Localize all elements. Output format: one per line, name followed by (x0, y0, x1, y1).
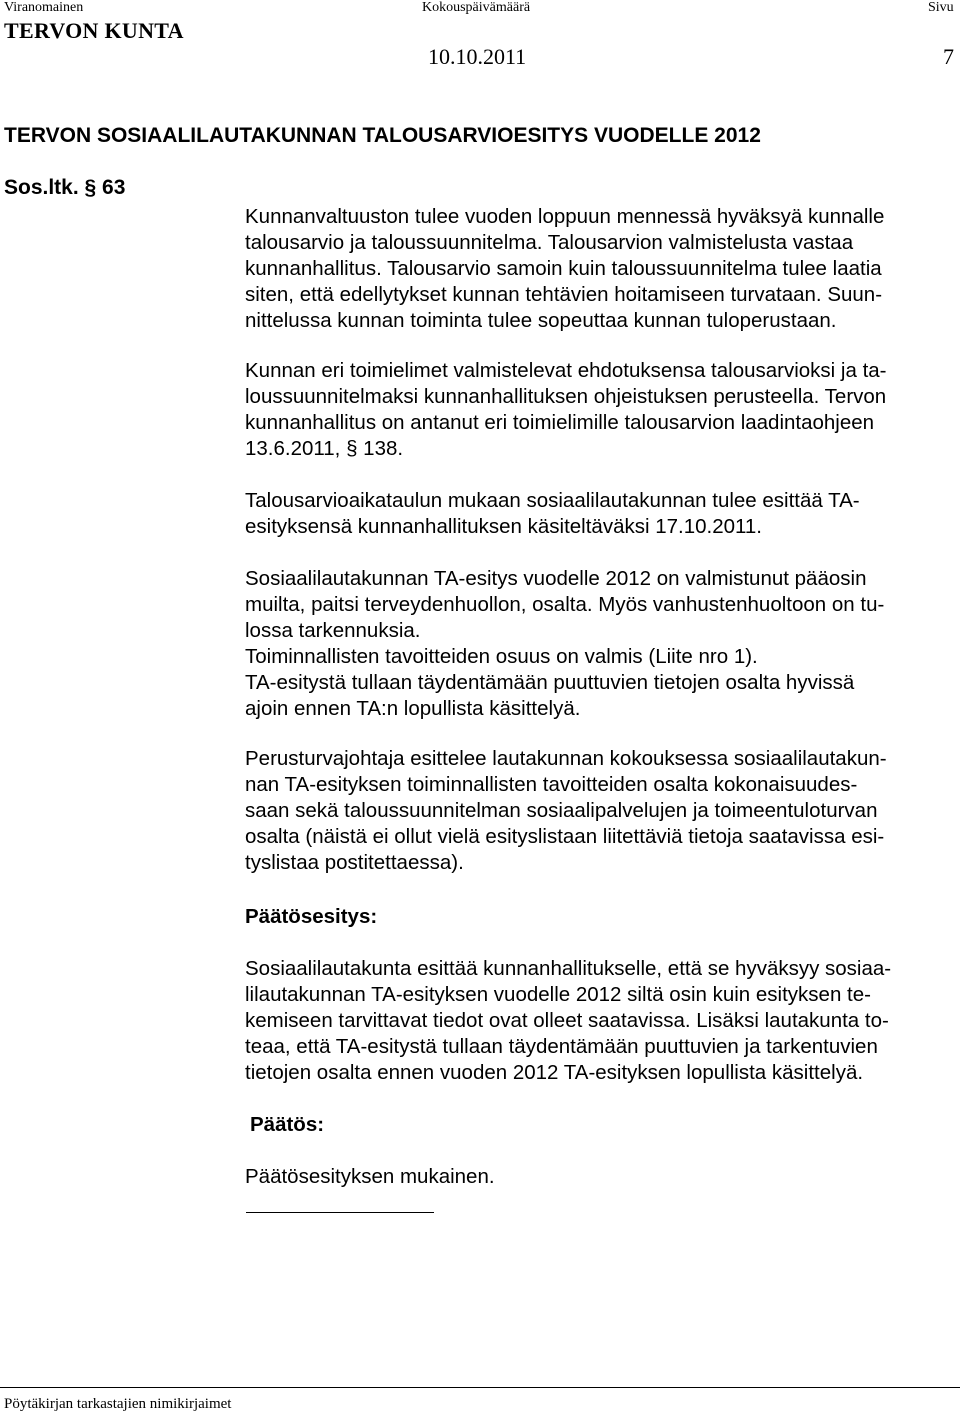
text-line: lossa tarkennuksia. (245, 619, 421, 642)
footer-divider (0, 1387, 960, 1388)
header-page-label: Sivu (928, 0, 954, 15)
text-line: talousarvio ja taloussuunnitelma. Talousarvion valmistelusta vastaa (245, 231, 854, 254)
header-authority-label: Viranomainen (4, 0, 84, 15)
text-line: osalta (näistä ei ollut vielä esityslistaan liitettäviä tietoja saatavissa esi- (245, 825, 885, 848)
paragraph-2 (245, 358, 957, 462)
text-line: Perusturvajohtaja esittelee lautakunnan kokouksessa sosiaalilautakun- (245, 747, 887, 770)
text-line: kemiseen tarvittavat tiedot ovat olleet saatavissa. Lisäksi lautakunta to- (245, 1009, 889, 1032)
footer-signatures-label: Pöytäkirjan tarkastajien nimikirjaimet (4, 1396, 232, 1412)
text-line: 13.6.2011, § 138. (245, 437, 404, 460)
document-title: TERVON SOSIAALILAUTAKUNNAN TALOUSARVIOESITYS VUODELLE 2012 (4, 124, 761, 147)
text-line: Kunnan eri toimielimet valmistelevat ehdotuksensa talousarvioksi ja ta- (245, 359, 887, 382)
text-line: Sosiaalilautakunta esittää kunnanhallitukselle, että se hyväksyy sosiaa- (245, 957, 892, 980)
decision-text-block (245, 1164, 957, 1190)
text-line: muilta, paitsi terveydenhuollon, osalta. Myös vanhustenhuoltoon on tu- (245, 593, 885, 616)
header-meeting-date-label: Kokouspäivämäärä (422, 0, 531, 15)
proposal-text (245, 956, 957, 1086)
page-number: 7 (943, 44, 954, 69)
meeting-date: 10.10.2011 (428, 44, 527, 69)
text-line: kunnanhallitus on antanut eri toimielimille talousarvion laadintaohjeen (245, 411, 875, 434)
text-line: nittelussa kunnan toiminta tulee sopeuttaa kunnan tuloperustaan. (245, 309, 837, 332)
proposal-heading: Päätösesitys: (245, 905, 378, 928)
text-line: Toiminnallisten tavoitteiden osuus on valmis (Liite nro 1). (245, 645, 758, 668)
text-line: Kunnanvaltuuston tulee vuoden loppuun mennessä hyväksyä kunnalle (245, 205, 885, 228)
text-line: Sosiaalilautakunnan TA-esitys vuodelle 2012 on valmistunut pääosin (245, 567, 867, 590)
text-line: nan TA-esityksen toiminnallisten tavoitteiden osalta kokonaisuudes- (245, 773, 858, 796)
text-line: ajoin ennen TA:n lopullista käsittelyä. (245, 697, 581, 720)
paragraph-1 (245, 204, 957, 334)
text-line: kunnanhallitus. Talousarvio samoin kuin taloussuunnitelma tulee laatia (245, 257, 882, 280)
decision-heading: Päätös: (250, 1113, 325, 1136)
text-line: saan sekä taloussuunnitelman sosiaalipalvelujen ja toimeentuloturvan (245, 799, 878, 822)
text-line: teaa, että TA-esitystä tullaan täydentämään puuttuvien ja tarkentuvien (245, 1035, 878, 1058)
text-line: Talousarvioaikataulun mukaan sosiaalilautakunnan tulee esittää TA- (245, 489, 860, 512)
text-line: loussuunnitelmaksi kunnanhallituksen ohjeistuksen perusteella. Tervon (245, 385, 887, 408)
decision-heading-block (250, 1112, 960, 1138)
text-line: tyslistaa postitettaessa). (245, 851, 464, 874)
decision-text: Päätösesityksen mukainen. (245, 1165, 495, 1188)
text-line: TA-esitystä tullaan täydentämään puuttuvien tietojen osalta hyvissä (245, 671, 855, 694)
organization-name: TERVON KUNTA (4, 18, 184, 43)
paragraph-4 (245, 566, 957, 722)
paragraph-5 (245, 746, 957, 876)
text-line: esityksensä kunnanhallituksen käsiteltäväksi 17.10.2011. (245, 515, 762, 538)
paragraph-3 (245, 488, 957, 540)
proposal-heading-block (245, 904, 957, 930)
text-line: tietojen osalta ennen vuoden 2012 TA-esityksen lopullista käsittelyä. (245, 1061, 864, 1084)
text-line: lilautakunnan TA-esityksen vuodelle 2012 siltä osin kuin esityksen te- (245, 983, 871, 1006)
signature-line (246, 1212, 434, 1213)
text-line: siten, että edellytykset kunnan tehtävien hoitamiseen turvataan. Suun- (245, 283, 883, 306)
section-label: Sos.ltk. § 63 (4, 176, 126, 199)
